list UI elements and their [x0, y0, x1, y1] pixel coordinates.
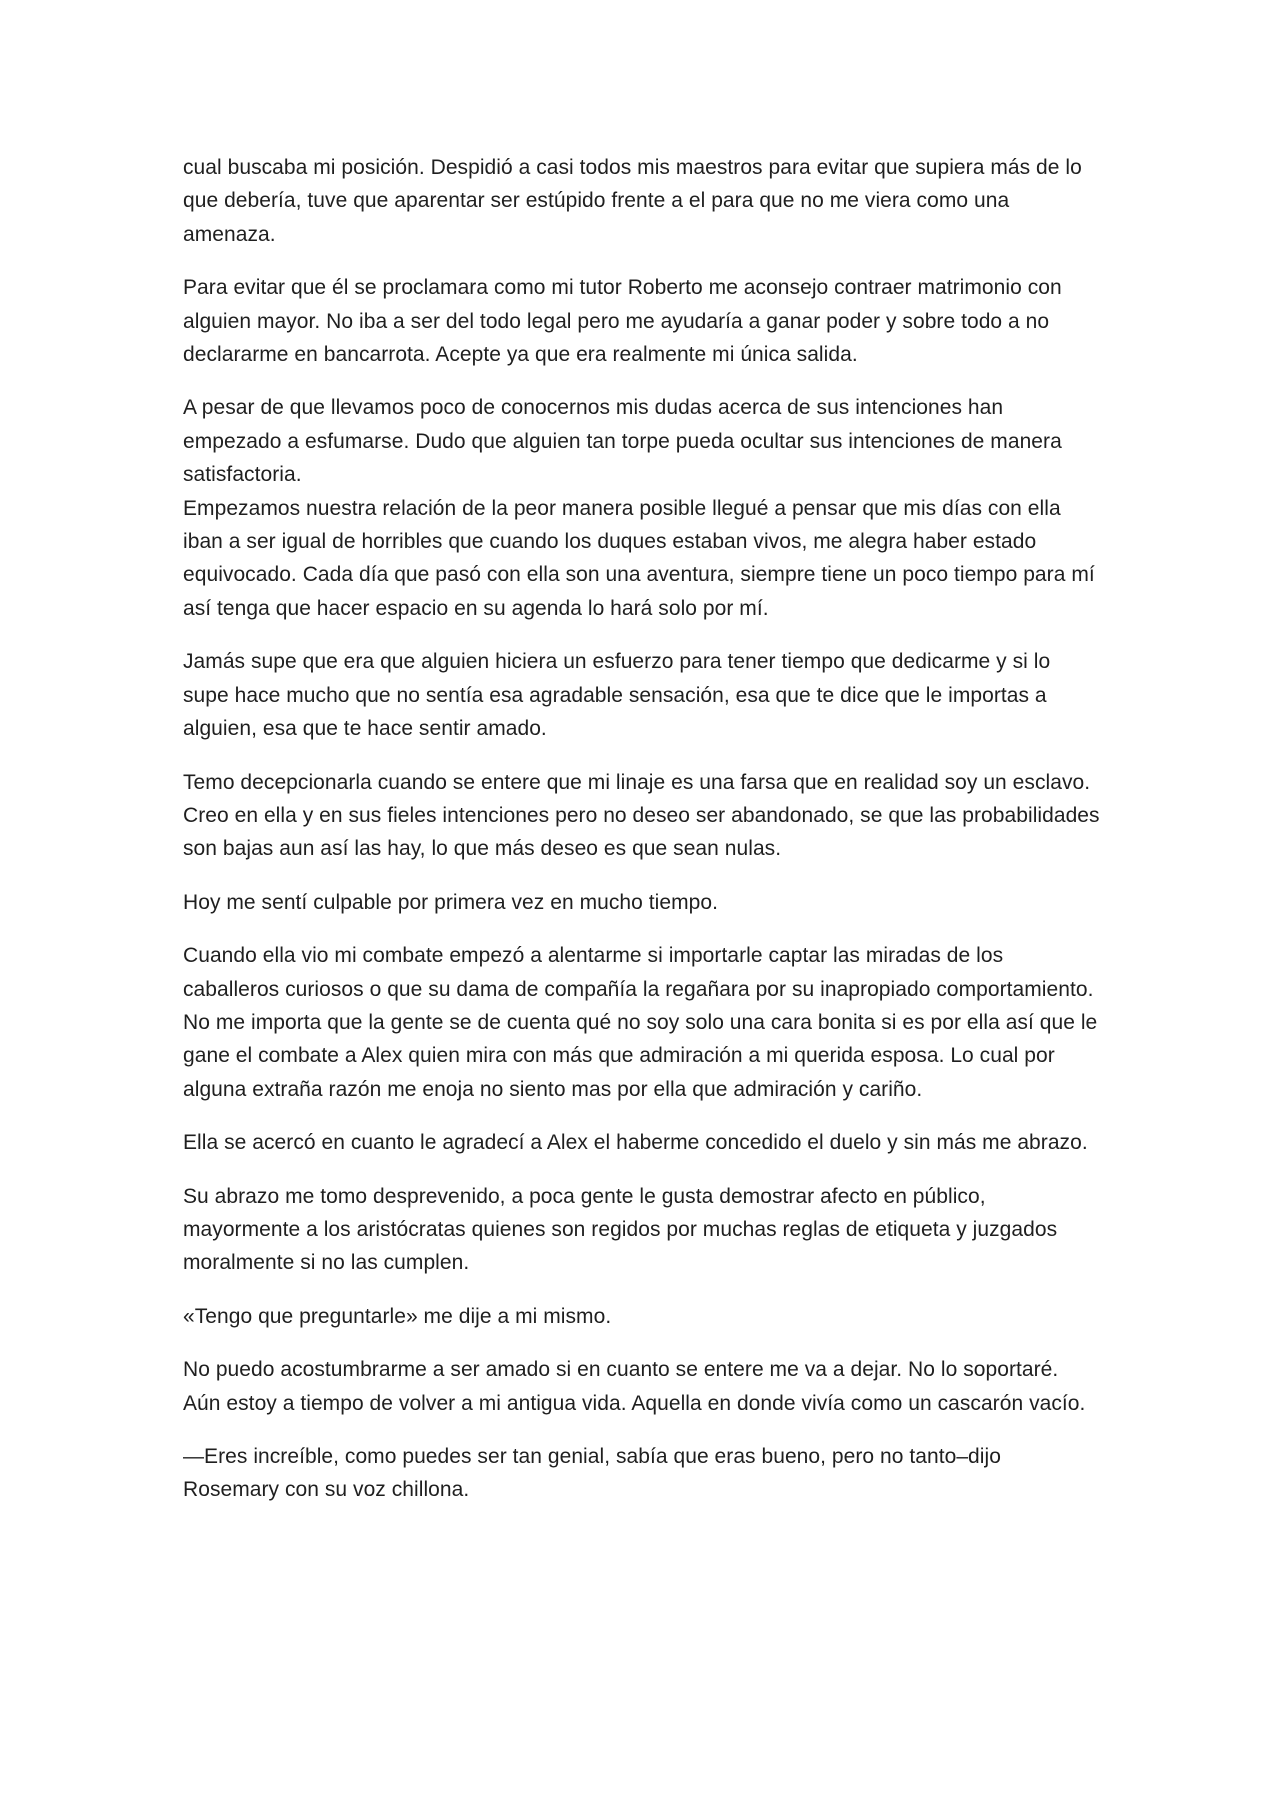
- paragraph: Jamás supe que era que alguien hiciera un esfuerzo para tener tiempo que dedicarme y si lo supe hace mucho que no sentía esa agradable sensación, esa que te dice que le importas a alguien, esa que te hace sentir amado.: [183, 650, 1051, 741]
- paragraph: cual buscaba mi posición. Despidió a casi todos mis maestros para evitar que supiera más de lo que debería, tuve que aparentar ser estúpido frente a el para que no me viera como una amenaza.: [183, 156, 1082, 246]
- paragraph: —Eres increíble, como puedes ser tan genial, sabía que eras bueno, pero no tanto–dijo Rosemary con su voz chillona.: [183, 1445, 1001, 1502]
- paragraph: Ella se acercó en cuanto le agradecí a Alex el haberme concedido el duelo y sin más me abrazo.: [183, 1131, 1088, 1155]
- paragraph: A pesar de que llevamos poco de conocernos mis dudas acerca de sus intenciones han empezado a esfumarse. Dudo que alguien tan torpe pueda ocultar sus intenciones de manera satisfactoria. Empezamos nuestra relación de la peor manera posible llegué a pensar que mis días con ella iban a ser igual de horribles que cuando los duques estaban vivos, me alegra haber estado equivocado. Cada día que pasó con ella son una aventura, siempre tiene un poco tiempo para mí así tenga que hacer espacio en su agenda lo hará solo por mí.: [183, 396, 1095, 620]
- paragraph: Hoy me sentí culpable por primera vez en mucho tiempo.: [183, 890, 718, 914]
- paragraph: Para evitar que él se proclamara como mi tutor Roberto me aconsejo contraer matrimonio con alguien mayor. No iba a ser del todo legal pero me ayudaría a ganar poder y sobre todo a no declararme en bancarrota. Acepte ya que era realmente mi única salida.: [183, 276, 1062, 367]
- paragraph: No puedo acostumbrarme a ser amado si en cuanto se entere me va a dejar. No lo soportaré. Aún estoy a tiempo de volver a mi antigua vida. Aquella en donde vivía como un cascarón vacío.: [183, 1358, 1086, 1415]
- paragraph: Cuando ella vio mi combate empezó a alentarme si importarle captar las miradas de los caballeros curiosos o que su dama de compañía la regañara por su inapropiado comportamiento. No me importa que la gente se de cuenta qué no soy solo una cara bonita si es por ella así que le gane el combate a Alex quien mira con más que admiración a mi querida esposa. Lo cual por alguna extraña razón me enoja no siento mas por ella que admiración y cariño.: [183, 944, 1098, 1101]
- paragraph: «Tengo que preguntarle» me dije a mi mismo.: [183, 1304, 612, 1328]
- paragraph: Temo decepcionarla cuando se entere que mi linaje es una farsa que en realidad soy un esclavo. Creo en ella y en sus fieles intenciones pero no deseo ser abandonado, se que las probabilidades son bajas aun así las hay, lo que más deseo es que sean nulas.: [183, 770, 1100, 861]
- document-body: [183, 151, 1100, 1527]
- paragraph: Su abrazo me tomo desprevenido, a poca gente le gusta demostrar afecto en público, mayormente a los aristócratas quienes son regidos por muchas reglas de etiqueta y juzgados moralmente si no las cumplen.: [183, 1184, 1058, 1275]
